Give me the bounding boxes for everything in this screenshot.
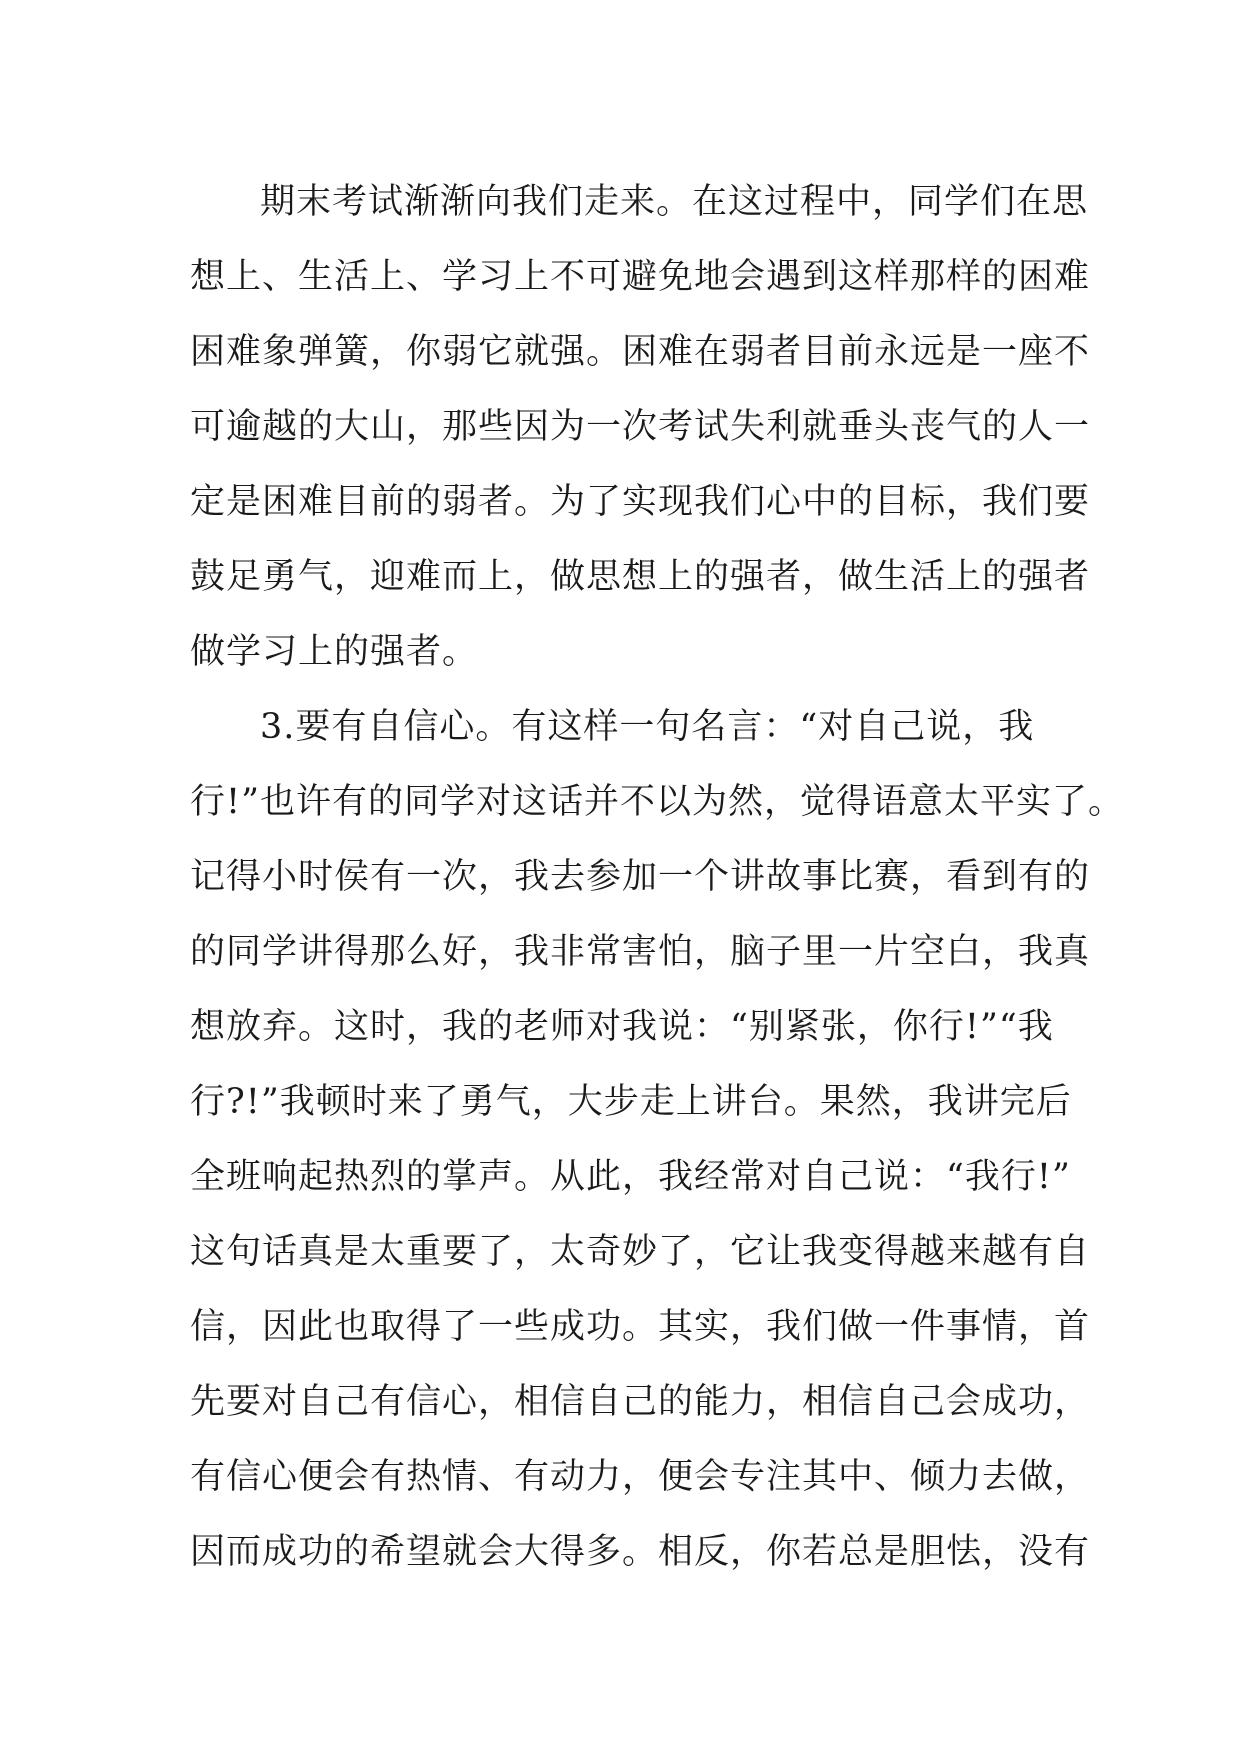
text-line: 做学习上的强者。 [190,632,479,672]
text-line: 全班响起热烈的掌声。从此，我经常对自己说：“我行!” [190,1157,1071,1197]
text-line: 行!”也许有的同学对这话并不以为然，觉得语意太平实了。 [190,782,1124,822]
text-line: 先要对自己有信心，相信自己的能力，相信自己会成功， [190,1382,1091,1422]
text-line: 鼓足勇气，迎难而上，做思想上的强者，做生活上的强者 [190,557,1091,597]
text-line: 因而成功的希望就会大得多。相反，你若总是胆怯，没有 [190,1532,1091,1572]
text-line: 困难象弹簧，你弱它就强。困难在弱者目前永远是一座不 [190,332,1091,372]
text-line: 3.要有自信心。有这样一句名言：“对自己说，我 [260,707,1035,747]
text-line: 可逾越的大山，那些因为一次考试失利就垂头丧气的人一 [190,407,1091,447]
text-line: 记得小时侯有一次，我去参加一个讲故事比赛，看到有的 [190,857,1091,897]
text-line: 信，因此也取得了一些成功。其实，我们做一件事情，首 [190,1307,1091,1347]
text-line: 期末考试渐渐向我们走来。在这过程中，同学们在思 [260,182,1089,222]
text-line: 这句话真是太重要了，太奇妙了，它让我变得越来越有自 [190,1232,1091,1272]
text-line: 定是困难目前的弱者。为了实现我们心中的目标，我们要 [190,482,1091,522]
text-line: 的同学讲得那么好，我非常害怕，脑子里一片空白，我真 [190,932,1091,972]
document-body [190,172,1124,1597]
text-line: 行?!”我顿时来了勇气，大步走上讲台。果然，我讲完后 [190,1082,1072,1122]
text-line: 想上、生活上、学习上不可避免地会遇到这样那样的困难 [190,257,1091,297]
text-line: 想放弃。这时，我的老师对我说：“别紧张，你行!”“我 [190,1007,1054,1047]
text-line: 有信心便会有热情、有动力，便会专注其中、倾力去做， [190,1457,1091,1497]
